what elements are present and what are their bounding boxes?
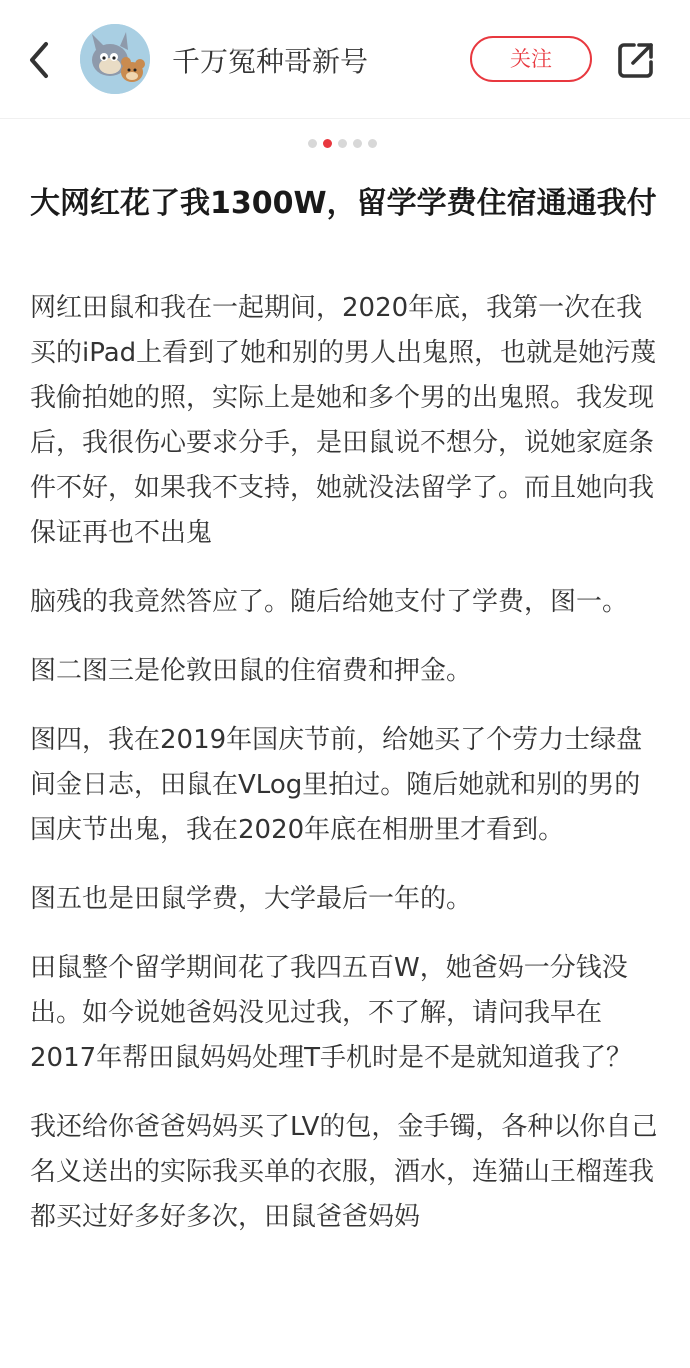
paragraph: 图四，我在2019年国庆节前，给她买了个劳力士绿盘间金日志，田鼠在VLog里拍过。随后她就和别的男的国庆节出鬼，我在2020年底在相册里才看到。 (30, 725, 643, 845)
top-bar (0, 0, 690, 119)
share-icon (616, 40, 656, 80)
chevron-left-icon (22, 36, 62, 84)
carousel-dot (338, 139, 347, 148)
paragraph: 脑残的我竟然答应了。随后给她支付了学费，图一。 (30, 587, 629, 617)
carousel-dot (353, 139, 362, 148)
paragraph: 网红田鼠和我在一起期间，2020年底，我第一次在我买的iPad上看到了她和别的男人出鬼照，也就是她污蔑我偷拍她的照，实际上是她和多个男的出鬼照。我发现后，我很伤心要求分手，是田鼠说不想分，说她家庭条件不好，如果我不支持，她就没法留学了。而且她向我保证再也不出鬼 (30, 293, 657, 548)
cartoon-cat-mouse-avatar-icon (80, 24, 150, 94)
paragraph: 图二图三是伦敦田鼠的住宿费和押金。 (30, 656, 473, 686)
carousel-dot (308, 139, 317, 148)
paragraph: 图五也是田鼠学费，大学最后一年的。 (30, 884, 473, 914)
post-body (30, 286, 662, 1264)
paragraph: 田鼠整个留学期间花了我四五百W，她爸妈一分钱没出。如今说她爸妈没见过我，不了解，请问我早在2017年帮田鼠妈妈处理T手机时是不是就知道我了？ (30, 953, 633, 1073)
carousel-dot (368, 139, 377, 148)
paragraph: 我还给你爸爸妈妈买了LV的包，金手镯，各种以你自己名义送出的实际我买单的衣服，酒水，连猫山王榴莲我都买过好多好多次，田鼠爸爸妈妈 (30, 1112, 658, 1232)
follow-button[interactable]: 关注 (470, 36, 592, 82)
username[interactable]: 千万冤种哥新号 (172, 45, 369, 78)
carousel-dot-active (323, 139, 332, 148)
post-title: 大网红花了我1300W，留学学费住宿通通我付 (30, 186, 657, 221)
share-button[interactable] (616, 40, 656, 80)
avatar[interactable] (80, 24, 150, 94)
carousel-indicator (308, 139, 377, 149)
back-button[interactable] (22, 36, 62, 84)
